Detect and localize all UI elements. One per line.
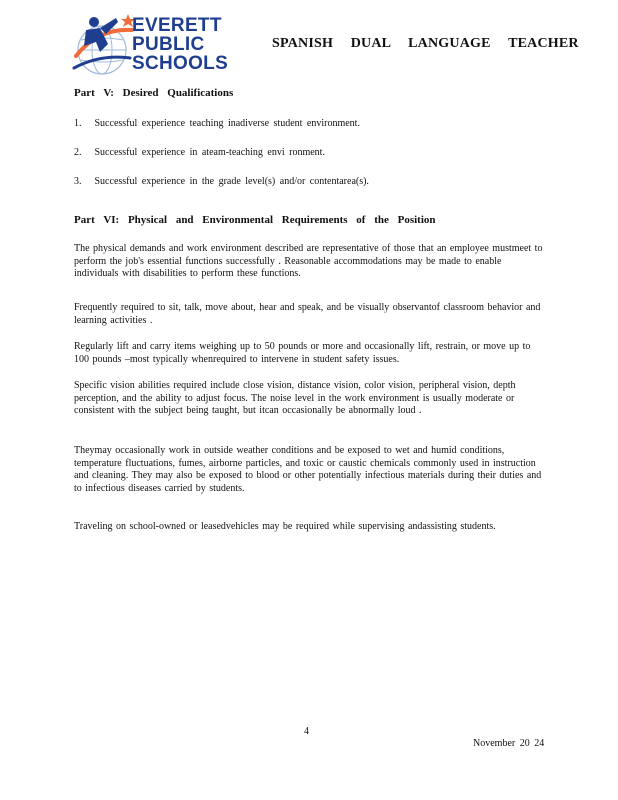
item-text: Successful experience in the grade level(s) and/or contentarea(s).: [94, 176, 369, 187]
item-number: 1.: [74, 118, 82, 129]
part6-heading: Part VI: Physical and Environmental Requirements of the Position: [74, 214, 436, 226]
footer-date: November 20 24: [473, 738, 545, 749]
logo-wordmark: [132, 16, 228, 73]
logo-line-2: PUBLIC: [132, 34, 205, 55]
paragraph-frequent-requirements: Frequently required to sit, talk, move about, hear and speak, and be visually observantof classroom behavior and learning activities .: [74, 302, 541, 326]
item-number: 2.: [74, 147, 82, 158]
qualification-item-2: [74, 147, 325, 158]
logo-line-1: EVERETT: [132, 15, 222, 36]
qualification-item-1: [74, 118, 360, 129]
item-text: Successful experience in ateam-teaching envi ronment.: [94, 147, 325, 158]
logo-line-3: SCHOOLS: [132, 53, 229, 74]
item-number: 3.: [74, 176, 82, 187]
document-title: SPANISH DUAL LANGUAGE TEACHER: [272, 36, 579, 51]
item-text: Successful experience teaching inadiverse student environment.: [94, 118, 360, 129]
district-logo: [70, 10, 240, 80]
part5-heading: Part V: Desired Qualifications: [74, 87, 234, 99]
paragraph-traveling: Traveling on school-owned or leasedvehicles may be required while supervising andassisting students.: [74, 521, 496, 532]
paragraph-physical-demands: The physical demands and work environment described are representative of those that an employee mustmeet to perform the job's essential functions successfully . Reasonable accommodations may be made to enable individuals with disabilities to perform these functions.: [74, 243, 543, 280]
paragraph-conditions: Theymay occasionally work in outside weather conditions and be exposed to wet and humid conditions, temperature fluctuations, fumes, airborne particles, and toxic or caustic chemicals commonly used in instruction and cleaning. They may also be exposed to blood or other potentially infectious materials during their duties and to infectious diseases carried by students.: [74, 445, 542, 494]
qualification-item-3: [74, 176, 369, 187]
paragraph-lifting: Regularly lift and carry items weighing up to 50 pounds or more and occasionally lift, restrain, or move up to 100 pounds –most typically whenrequired to intervene in student safety issues.: [74, 341, 531, 365]
page-number: 4: [304, 726, 309, 737]
globe-figure-icon: [70, 10, 140, 80]
paragraph-vision-noise: Specific vision abilities required include close vision, distance vision, color vision, peripheral vision, depth perception, and the ability to adjust focus. The noise level in the work environment is usually moderate or consistent with the subject being taught, but itcan occasionally be abnormally loud .: [74, 380, 516, 417]
